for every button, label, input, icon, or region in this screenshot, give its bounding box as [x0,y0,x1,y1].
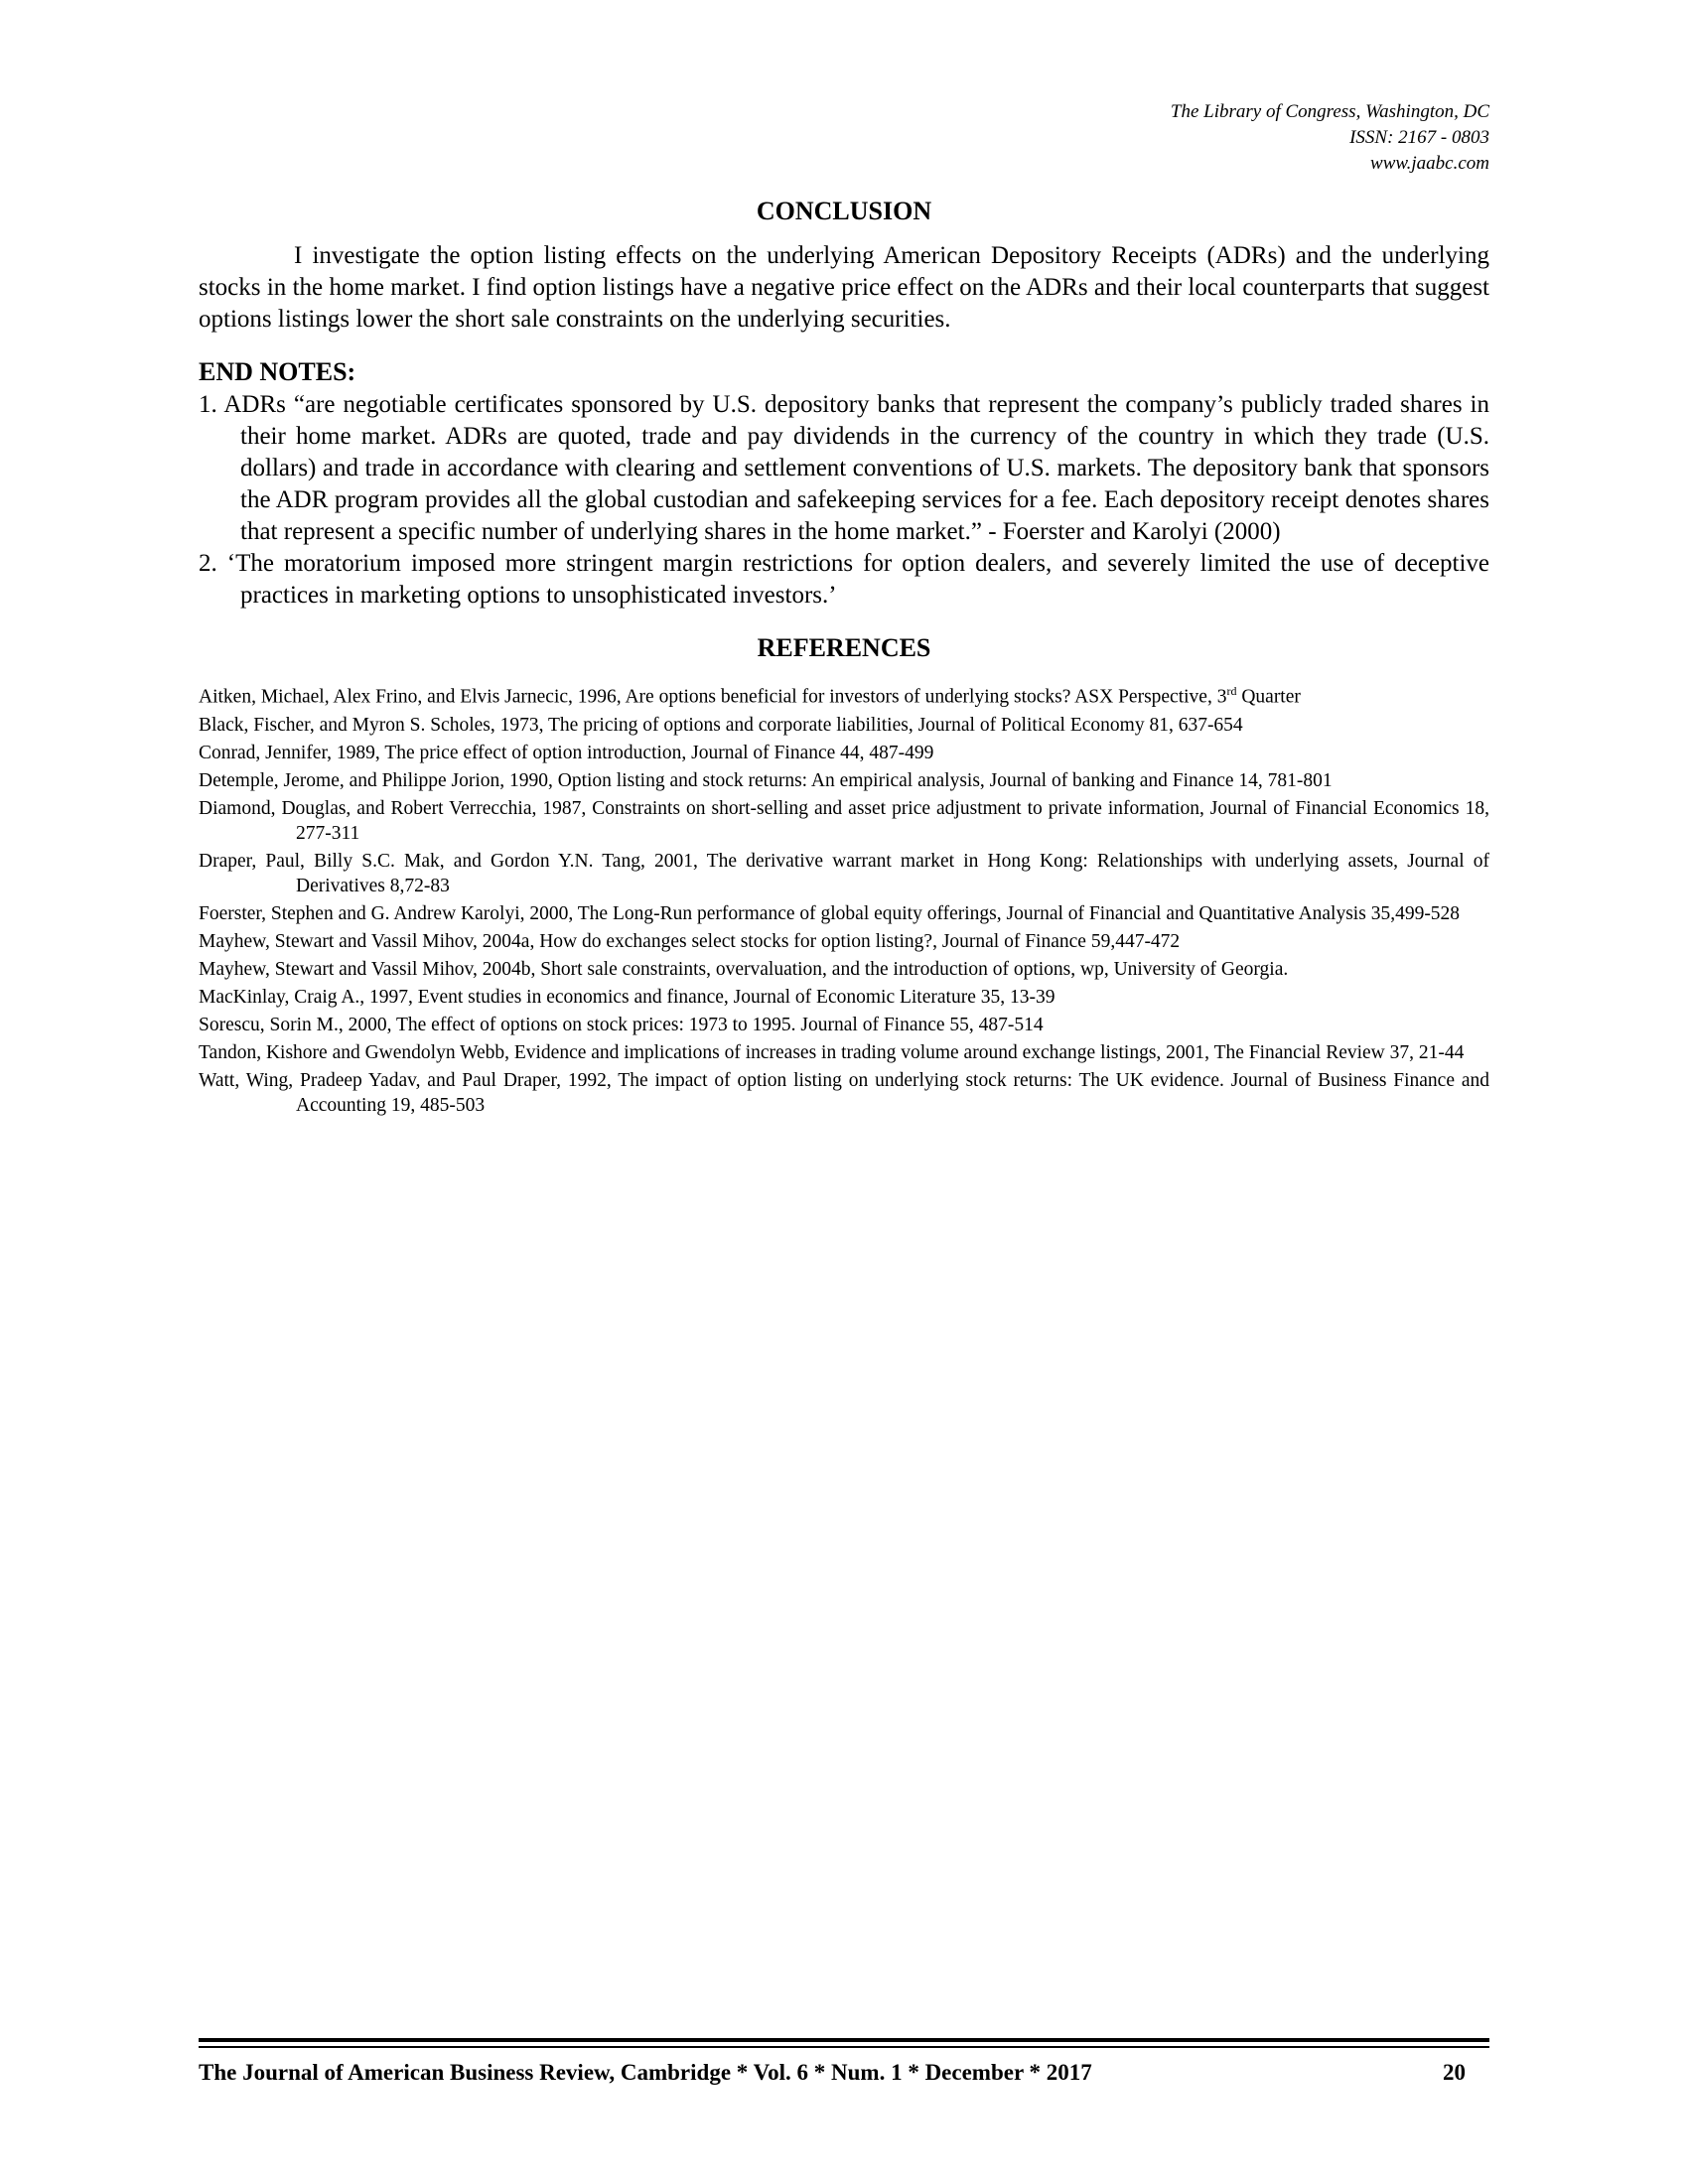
reference-item: Tandon, Kishore and Gwendolyn Webb, Evidence and implications of increases in trading volume around exchange listings, 2001, The Financial Review 37, 21-44 [199,1041,1465,1063]
reference-item: Conrad, Jennifer, 1989, The price effect of option introduction, Journal of Finance 44, 487-499 [199,742,934,763]
reference-item: Detemple, Jerome, and Philippe Jorion, 1990, Option listing and stock returns: An empirical analysis, Journal of banking and Finance 14, 781-801 [199,769,1333,791]
references-list [199,679,1489,1118]
page-number: 20 [1443,2060,1466,2085]
reference-item: Mayhew, Stewart and Vassil Mihov, 2004a, How do exchanges select stocks for option listing?, Journal of Finance 59,447-472 [199,930,1181,952]
reference-item: Foerster, Stephen and G. Andrew Karolyi, 2000, The Long-Run performance of global equity offerings, Journal of Financial and Quantitative Analysis 35,499-528 [199,902,1461,924]
header-website: www.jaabc.com [1370,153,1489,174]
reference-item: Black, Fischer, and Myron S. Scholes, 1973, The pricing of options and corporate liabilities, Journal of Political Economy 81, 637-654 [199,714,1243,736]
reference-item: Watt, Wing, Pradeep Yadav, and Paul Draper, 1992, The impact of option listing on underlying stock returns: The UK evidence. Journal of Business Finance and Accounting 19, 485-503 [199,1069,1489,1116]
reference-superscript: rd [1226,684,1237,698]
reference-item: MacKinlay, Craig A., 1997, Event studies in economics and finance, Journal of Economic Literature 35, 13-39 [199,986,1055,1008]
reference-item: Sorescu, Sorin M., 2000, The effect of options on stock prices: 1973 to 1995. Journal of Finance 55, 487-514 [199,1014,1044,1035]
reference-item: Mayhew, Stewart and Vassil Mihov, 2004b, Short sale constraints, overvaluation, and the introduction of options, wp, University of Georgia. [199,958,1289,980]
header-library: The Library of Congress, Washington, DC [1170,101,1489,122]
page-header [1171,99,1489,177]
reference-item [199,679,1489,710]
endnote-item: 2. ‘The moratorium imposed more stringent margin restrictions for option dealers, and severely limited the use of deceptive practices in marketing options to unsophisticated investors.’ [199,550,1489,609]
references-heading: REFERENCES [757,633,931,662]
footer-journal-info: The Journal of American Business Review, Cambridge * Vol. 6 * Num. 1 * December * 2017 [199,2060,1092,2085]
reference-item: Diamond, Douglas, and Robert Verrecchia, 1987, Constraints on short-selling and asset price adjustment to private information, Journal of Financial Economics 18, 277-311 [199,797,1489,844]
page-footer [199,2060,1489,2086]
footer-rule-thin [199,2046,1489,2048]
reference-text: Aitken, Michael, Alex Frino, and Elvis Jarnecic, 1996, Are options beneficial for investors of underlying stocks? ASX Perspective, 3 [199,686,1227,708]
endnote-item: 1. ADRs “are negotiable certificates sponsored by U.S. depository banks that represent the company’s publicly traded shares in their home market. ADRs are quoted, trade and pay dividends in the currency of the country in which they trade (U.S. dollars) and trade in accordance with clearing and settlement conventions of U.S. markets. The depository bank that sponsors the ADR program provides all the global custodian and safekeeping services for a fee. Each depository receipt denotes shares that represent a specific number of underlying shares in the home market.” - Foerster and Karolyi (2000) [199,391,1489,545]
footer-rule-thick [199,2038,1489,2042]
endnotes-heading: END NOTES: [199,357,356,386]
conclusion-heading: CONCLUSION [756,197,932,225]
reference-text-tail: Quarter [1236,686,1301,708]
page-content [199,197,1489,1121]
header-issn: ISSN: 2167 - 0803 [1349,127,1489,148]
reference-item: Draper, Paul, Billy S.C. Mak, and Gordon Y.N. Tang, 2001, The derivative warrant market in Hong Kong: Relationships with underlying assets, Journal of Derivatives 8,72-83 [199,850,1489,896]
conclusion-paragraph: I investigate the option listing effects on the underlying American Depository Receipts (ADRs) and the underlying stocks in the home market. I find option listings have a negative price effect on the ADRs and their local counterparts that suggest options listings lower the short sale constraints on the underlying securities. [199,242,1489,333]
